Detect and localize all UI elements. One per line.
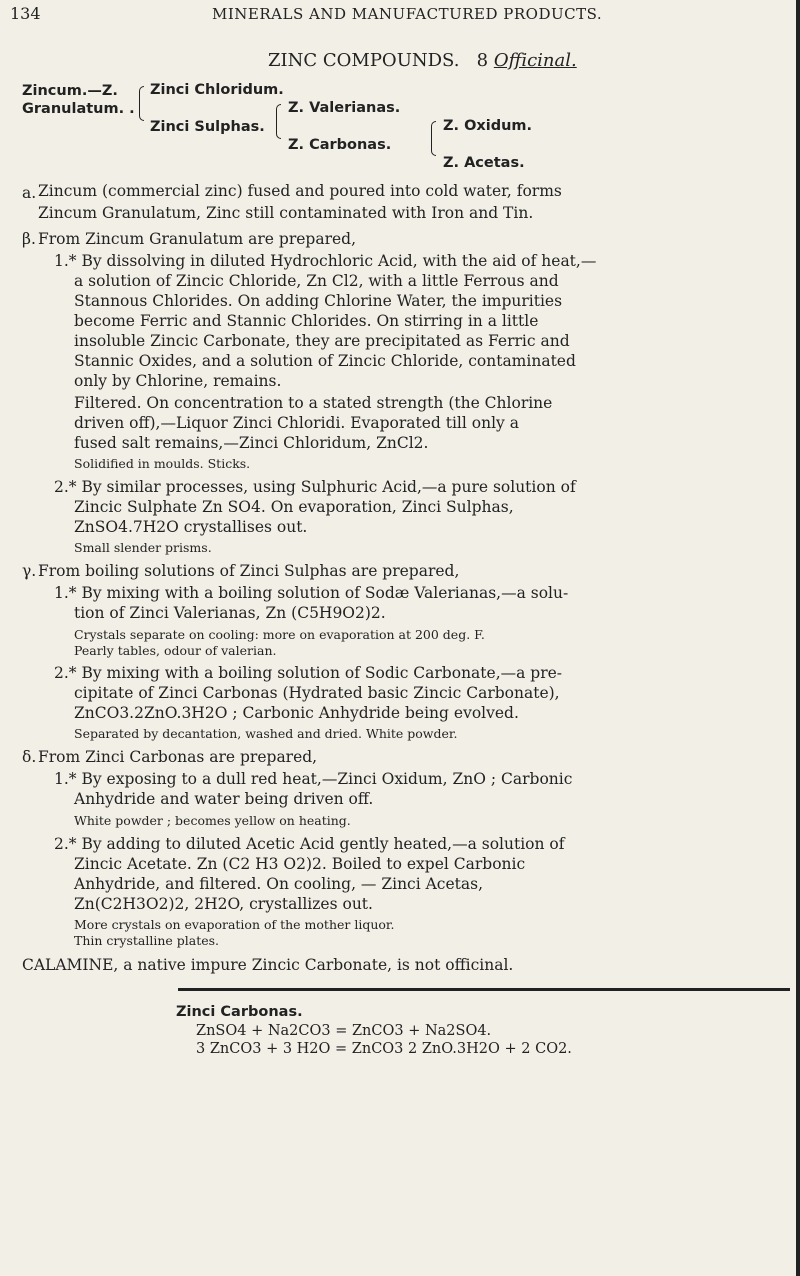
equation-2: 3 ZnCO3 + 3 H2O = ZnCO3 2 ZnO.3H2O + 2 CO2.	[196, 1041, 572, 1057]
running-title: MINERALS AND MANUFACTURED PRODUCTS.	[212, 5, 603, 23]
delta-2-note: More crystals on evaporation of the mother liquor.	[74, 917, 395, 932]
beta-1-line: driven off),—Liquor Zinci Chloridi. Evaporated till only a	[74, 414, 519, 432]
separator-rule	[178, 988, 790, 991]
gamma-marker: γ.	[22, 562, 37, 580]
gamma-2-note: Separated by decantation, washed and dried. White powder.	[74, 726, 458, 741]
gamma-1-line: 1.* By mixing with a boiling solution of Sodæ Valerianas,—a solu-	[54, 584, 569, 602]
delta-2-note: Thin crystalline plates.	[74, 933, 220, 948]
page-number: 134	[10, 4, 41, 23]
beta-2-line: ZnSO4.7H2O crystallises out.	[74, 518, 308, 536]
beta-1-line: a solution of Zincic Chloride, Zn Cl2, with a little Ferrous and	[74, 272, 559, 290]
gamma-1-note: Pearly tables, odour of valerian.	[74, 643, 277, 658]
delta-2-line: 2.* By adding to diluted Acetic Acid gently heated,—a solution of	[54, 835, 565, 853]
gamma-2-line: cipitate of Zinci Carbonas (Hydrated basic Zincic Carbonate),	[74, 684, 560, 702]
beta-1-note: Solidified in moulds. Sticks.	[74, 456, 251, 471]
beta-2-line: 2.* By similar processes, using Sulphuric Acid,—a pure solution of	[54, 478, 576, 496]
page-edge	[796, 0, 800, 1276]
section-title: ZINC COMPOUNDS. 8 Officinal.	[268, 50, 577, 71]
equation-1: ZnSO4 + Na2CO3 = ZnCO3 + Na2SO4.	[196, 1023, 492, 1039]
beta-1-line: Stannous Chlorides. On adding Chlorine Water, the impurities	[74, 292, 563, 310]
gamma-lead: From boiling solutions of Zinci Sulphas are prepared,	[38, 562, 460, 580]
brace-3	[431, 121, 436, 156]
delta-1-line: 1.* By exposing to a dull red heat,—Zinci Oxidum, ZnO ; Carbonic	[54, 770, 573, 788]
delta-2-line: Zn(C2H3O2)2, 2H2O, crystallizes out.	[74, 895, 373, 913]
tree-sulphas: Zinci Sulphas.	[150, 119, 265, 135]
beta-2-line: Zincic Sulphate Zn SO4. On evaporation, Zinci Sulphas,	[74, 498, 514, 516]
beta-1-line: fused salt remains,—Zinci Chloridum, ZnCl2.	[74, 434, 429, 452]
tree-valerianas: Z. Valerianas.	[288, 100, 401, 116]
beta-1-line: insoluble Zincic Carbonate, they are precipitated as Ferric and	[74, 332, 570, 350]
beta-1-line: 1.* By dissolving in diluted Hydrochloric Acid, with the aid of heat,—	[54, 252, 597, 270]
delta-2-line: Anhydride, and filtered. On cooling, — Zinci Acetas,	[74, 875, 484, 893]
tree-root: Zincum.—Z.	[22, 83, 118, 99]
tree-carbonas: Z. Carbonas.	[288, 137, 392, 153]
beta-1-line: become Ferric and Stannic Chlorides. On stirring in a little	[74, 312, 539, 330]
gamma-1-note: Crystals separate on cooling: more on evaporation at 200 deg. F.	[74, 627, 485, 642]
alpha-marker: a.	[22, 184, 37, 202]
tree-acetas: Z. Acetas.	[443, 155, 525, 171]
alpha-line-2: Zincum Granulatum, Zinc still contaminated with Iron and Tin.	[38, 204, 534, 222]
beta-marker: β.	[22, 230, 36, 248]
tree-oxidum: Z. Oxidum.	[443, 118, 533, 134]
beta-1-line: Stannic Oxides, and a solution of Zincic Chloride, contaminated	[74, 352, 576, 370]
delta-1-line: Anhydride and water being driven off.	[74, 790, 374, 808]
brace-2	[276, 104, 281, 139]
tree-child: Granulatum. .	[22, 101, 135, 117]
beta-1-line: Filtered. On concentration to a stated strength (the Chlorine	[74, 394, 553, 412]
gamma-1-line: tion of Zinci Valerianas, Zn (C5H9O2)2.	[74, 604, 386, 622]
beta-2-note: Small slender prisms.	[74, 540, 212, 555]
brace-1	[139, 86, 144, 121]
gamma-2-line: ZnCO3.2ZnO.3H2O ; Carbonic Anhydride being evolved.	[74, 704, 519, 722]
alpha-line-1: Zincum (commercial zinc) fused and poured into cold water, forms	[38, 182, 562, 200]
delta-lead: From Zinci Carbonas are prepared,	[38, 748, 318, 766]
gamma-2-line: 2.* By mixing with a boiling solution of Sodic Carbonate,—a pre-	[54, 664, 563, 682]
tree-chloridum: Zinci Chloridum.	[150, 82, 284, 98]
beta-lead: From Zincum Granulatum are prepared,	[38, 230, 356, 248]
equations-title: Zinci Carbonas.	[176, 1004, 303, 1020]
beta-1-line: only by Chlorine, remains.	[74, 372, 282, 390]
calamine-line: CALAMINE, a native impure Zincic Carbonate, is not officinal.	[22, 956, 514, 974]
delta-marker: δ.	[22, 748, 37, 766]
delta-2-line: Zincic Acetate. Zn (C2 H3 O2)2. Boiled to expel Carbonic	[74, 855, 526, 873]
delta-1-note: White powder ; becomes yellow on heating.	[74, 813, 351, 828]
